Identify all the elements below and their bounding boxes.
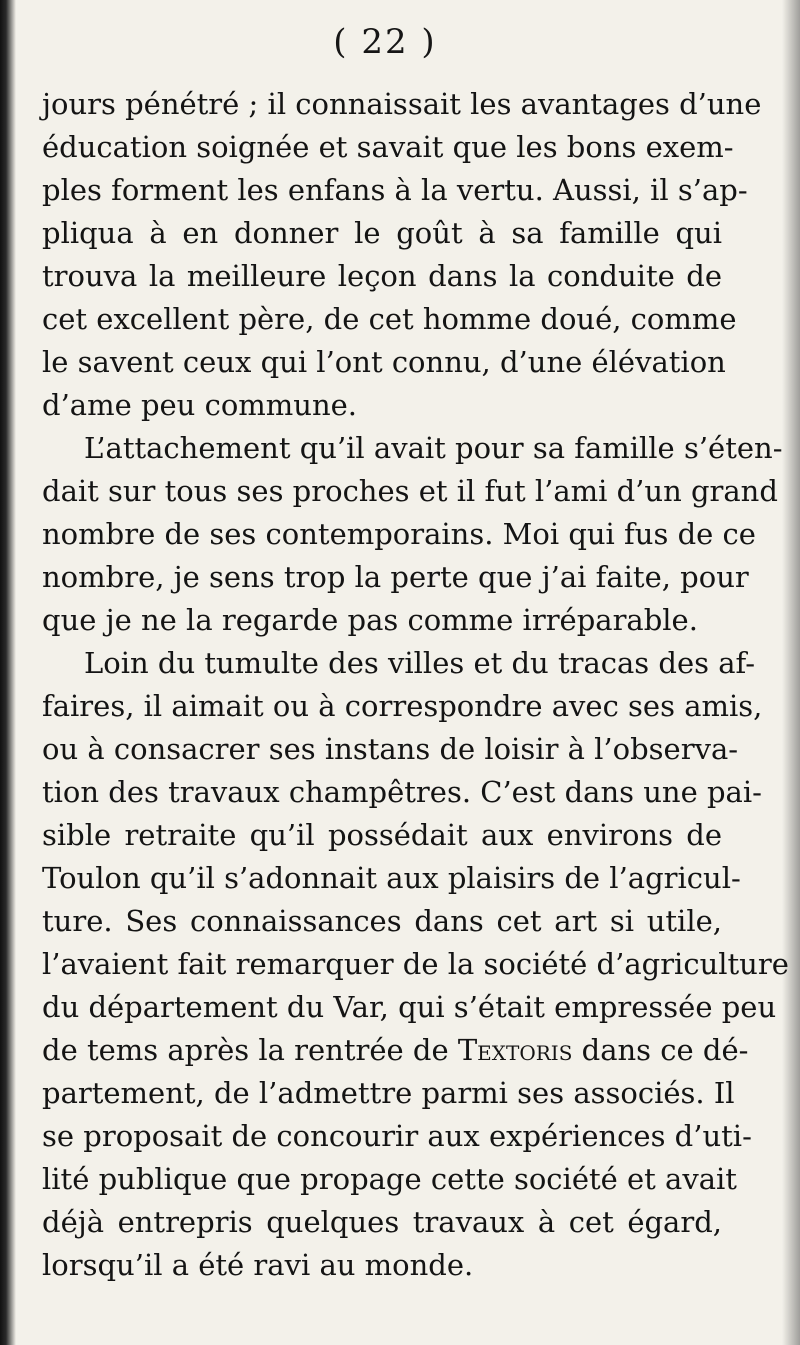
text-line: pliqua à en donner le goût à sa famille qui — [42, 216, 722, 250]
text-line: que je ne la regarde pas comme irréparable. — [42, 603, 698, 637]
text-line: ou à consacrer ses instans de loisir à l’observa- — [42, 732, 739, 766]
text-line: faires, il aimait ou à correspondre avec ses amis, — [42, 689, 763, 723]
text-line: Toulon qu’il s’adonnait aux plaisirs de l’agricul- — [42, 861, 741, 895]
body-text — [42, 83, 789, 1287]
text-line: trouva la meilleure leçon dans la conduite de — [42, 259, 722, 293]
page-number: ( 22 ) — [333, 22, 437, 62]
text-line: dait sur tous ses proches et il fut l’ami d’un grand — [42, 474, 778, 508]
text-line: tion des travaux champêtres. C’est dans une pai- — [42, 775, 762, 809]
text-segment: dans ce dé- — [581, 1033, 749, 1067]
text-segment: de tems après la rentrée de — [42, 1033, 449, 1067]
text-line: le savent ceux qui l’ont connu, d’une élévation — [42, 345, 726, 379]
text-line: déjà entrepris quelques travaux à cet égard, — [42, 1205, 722, 1239]
text-line: lité publique que propage cette société et avait — [42, 1162, 737, 1196]
text-line: jours pénétré ; il connaissait les avantages d’une — [42, 87, 762, 121]
text-line: du département du Var, qui s’était empressée peu — [42, 990, 777, 1024]
text-line: ples forment les enfans à la vertu. Aussi, il s’ap- — [42, 173, 748, 207]
text-line: partement, de l’admettre parmi ses associés. Il — [42, 1076, 735, 1110]
text-line: d’ame peu commune. — [42, 388, 358, 422]
text-line: cet excellent père, de cet homme doué, comme — [42, 302, 737, 336]
text-line: ture. Ses connaissances dans cet art si utile, — [42, 904, 722, 938]
text-line: sible retraite qu’il possédait aux environs de — [42, 818, 722, 852]
text-line: se proposait de concourir aux expériences d’uti- — [42, 1119, 752, 1153]
text-line: Loin du tumulte des villes et du tracas des af- — [84, 646, 756, 680]
text-line — [42, 1029, 749, 1072]
text-line: éducation soignée et savait que les bons exem- — [42, 130, 734, 164]
text-line: L’attachement qu’il avait pour sa famille s’éten- — [84, 431, 783, 465]
text-line: nombre de ses contemporains. Moi qui fus de ce — [42, 517, 756, 551]
text-line: lorsqu’il a été ravi au monde. — [42, 1248, 474, 1282]
name-textoris: Textoris — [457, 1033, 573, 1067]
text-line: nombre, je sens trop la perte que j’ai faite, pour — [42, 560, 749, 594]
text-line: l’avaient fait remarquer de la société d’agriculture — [42, 947, 789, 981]
